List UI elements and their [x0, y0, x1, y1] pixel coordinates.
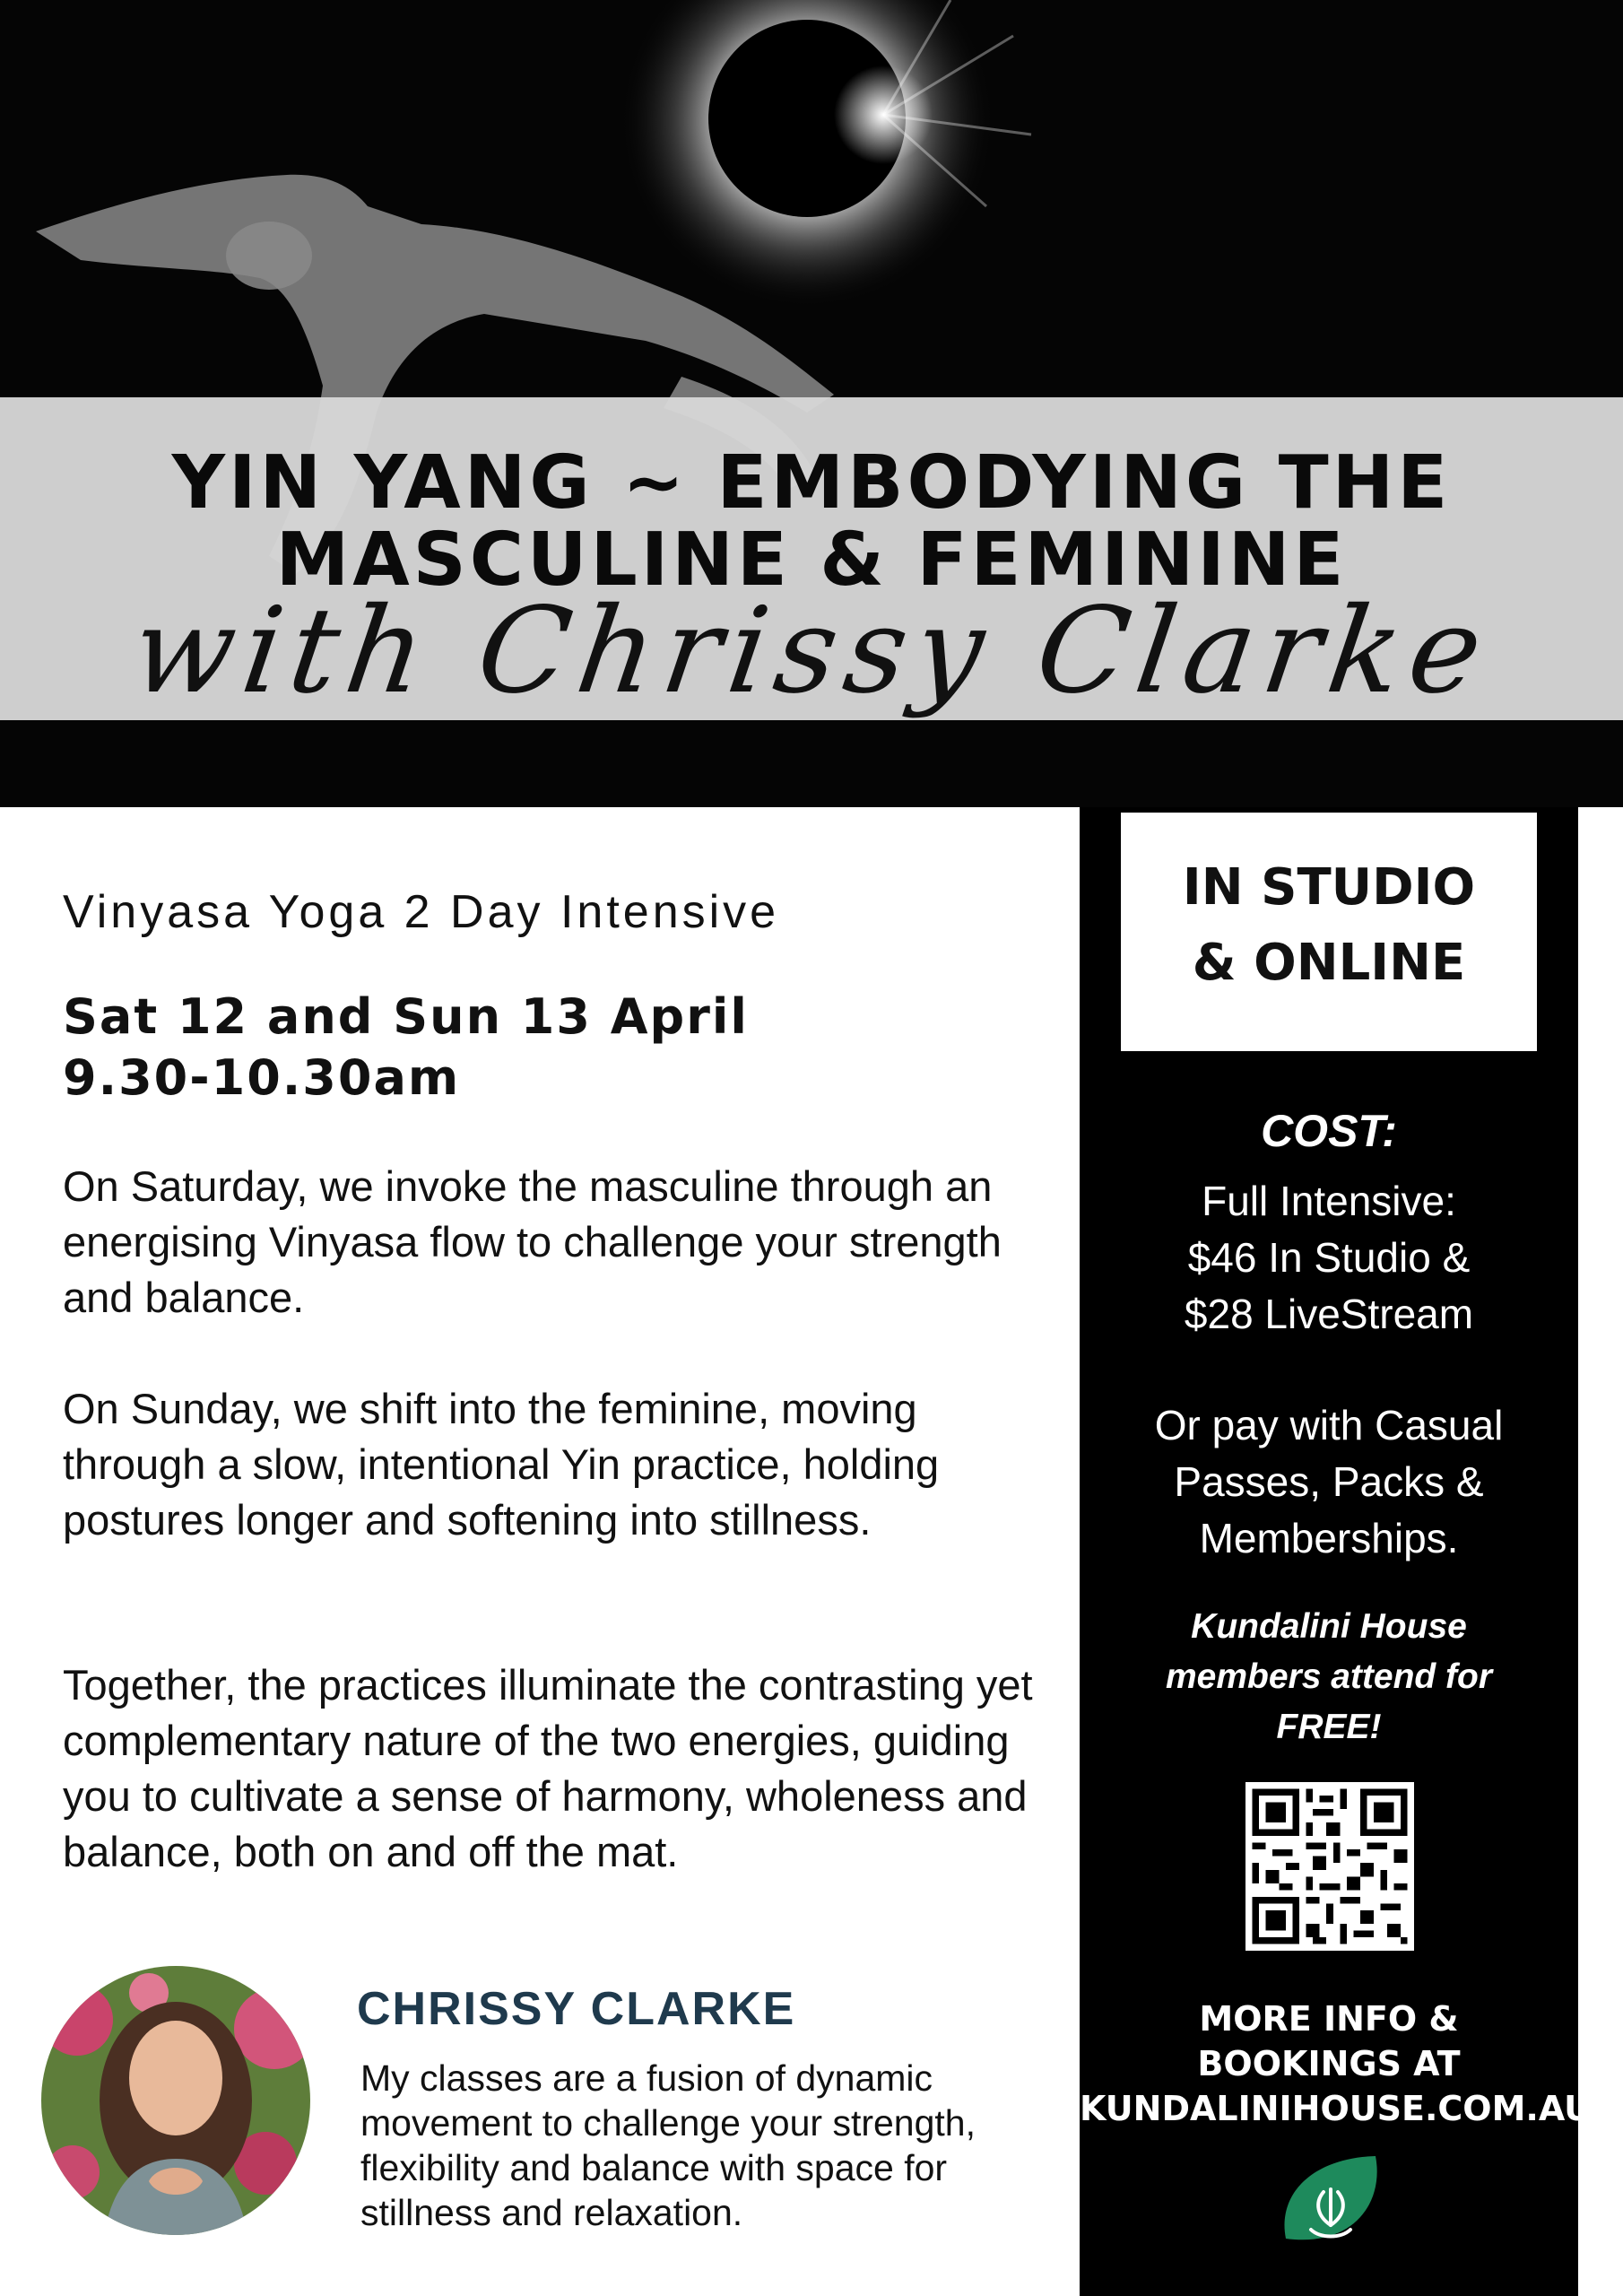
teacher-name: CHRISSY CLARKE — [357, 1983, 796, 2035]
cost-line: Full Intensive: — [1202, 1178, 1456, 1224]
cost-line: $28 LiveStream — [1184, 1291, 1474, 1337]
more-info — [1080, 1996, 1592, 2131]
format-box — [1121, 813, 1537, 1051]
casual-pass-info — [1080, 1397, 1578, 1567]
kundalini-house-logo-icon — [1268, 2140, 1393, 2266]
event-dates: Sat 12 and Sun 13 April — [63, 988, 749, 1045]
teacher-script-line: with Chrissy Clarke — [124, 582, 1499, 720]
members-line: FREE! — [1276, 1708, 1382, 1746]
casual-line: Or pay with Casual — [1154, 1402, 1504, 1448]
website-link[interactable]: KUNDALINIHOUSE.COM.AU — [1080, 2089, 1592, 2128]
casual-line: Memberships. — [1199, 1515, 1459, 1561]
members-line: Kundalini House — [1191, 1607, 1467, 1646]
event-title-line-1: YIN YANG ~ EMBODYING THE — [171, 440, 1452, 526]
members-free-note — [1080, 1602, 1578, 1752]
members-line: members attend for — [1165, 1657, 1493, 1696]
paragraph-sunday: On Sunday, we shift into the feminine, moving through a slow, intentional Yin practice, holding postures longer and softening into stillness. — [63, 1385, 940, 1544]
format-line-studio: IN STUDIO — [1182, 858, 1476, 917]
event-title-line-2: MASCULINE & FEMININE — [275, 517, 1348, 603]
event-subtitle: Vinyasa Yoga 2 Day Intensive — [63, 886, 780, 938]
cost-details — [1080, 1173, 1578, 1343]
format-line-online: & ONLINE — [1192, 934, 1466, 992]
teacher-bio: My classes are a fusion of dynamic movement to challenge your strength, flexibility and balance with space for stillness and relaxation. — [360, 2057, 976, 2233]
more-line: BOOKINGS AT — [1197, 2044, 1461, 2083]
avatar — [41, 1966, 310, 2235]
qr-code-icon[interactable] — [1245, 1782, 1414, 1951]
event-time: 9.30-10.30am — [63, 1049, 461, 1106]
cost-line: $46 In Studio & — [1187, 1234, 1471, 1281]
paragraph-together: Together, the practices illuminate the contrasting yet complementary nature of the two energies, guiding you to cultivate a sense of harmony, wholeness and balance, both on and off the mat. — [63, 1661, 1033, 1875]
casual-line: Passes, Packs & — [1174, 1458, 1484, 1505]
cost-label: COST: — [1261, 1106, 1397, 1156]
teacher-photo — [41, 1966, 310, 2235]
paragraph-saturday: On Saturday, we invoke the masculine through an energising Vinyasa flow to challenge your strength and balance. — [63, 1162, 1002, 1321]
more-line: MORE INFO & — [1199, 1999, 1459, 2039]
event-datetime — [63, 987, 749, 1109]
